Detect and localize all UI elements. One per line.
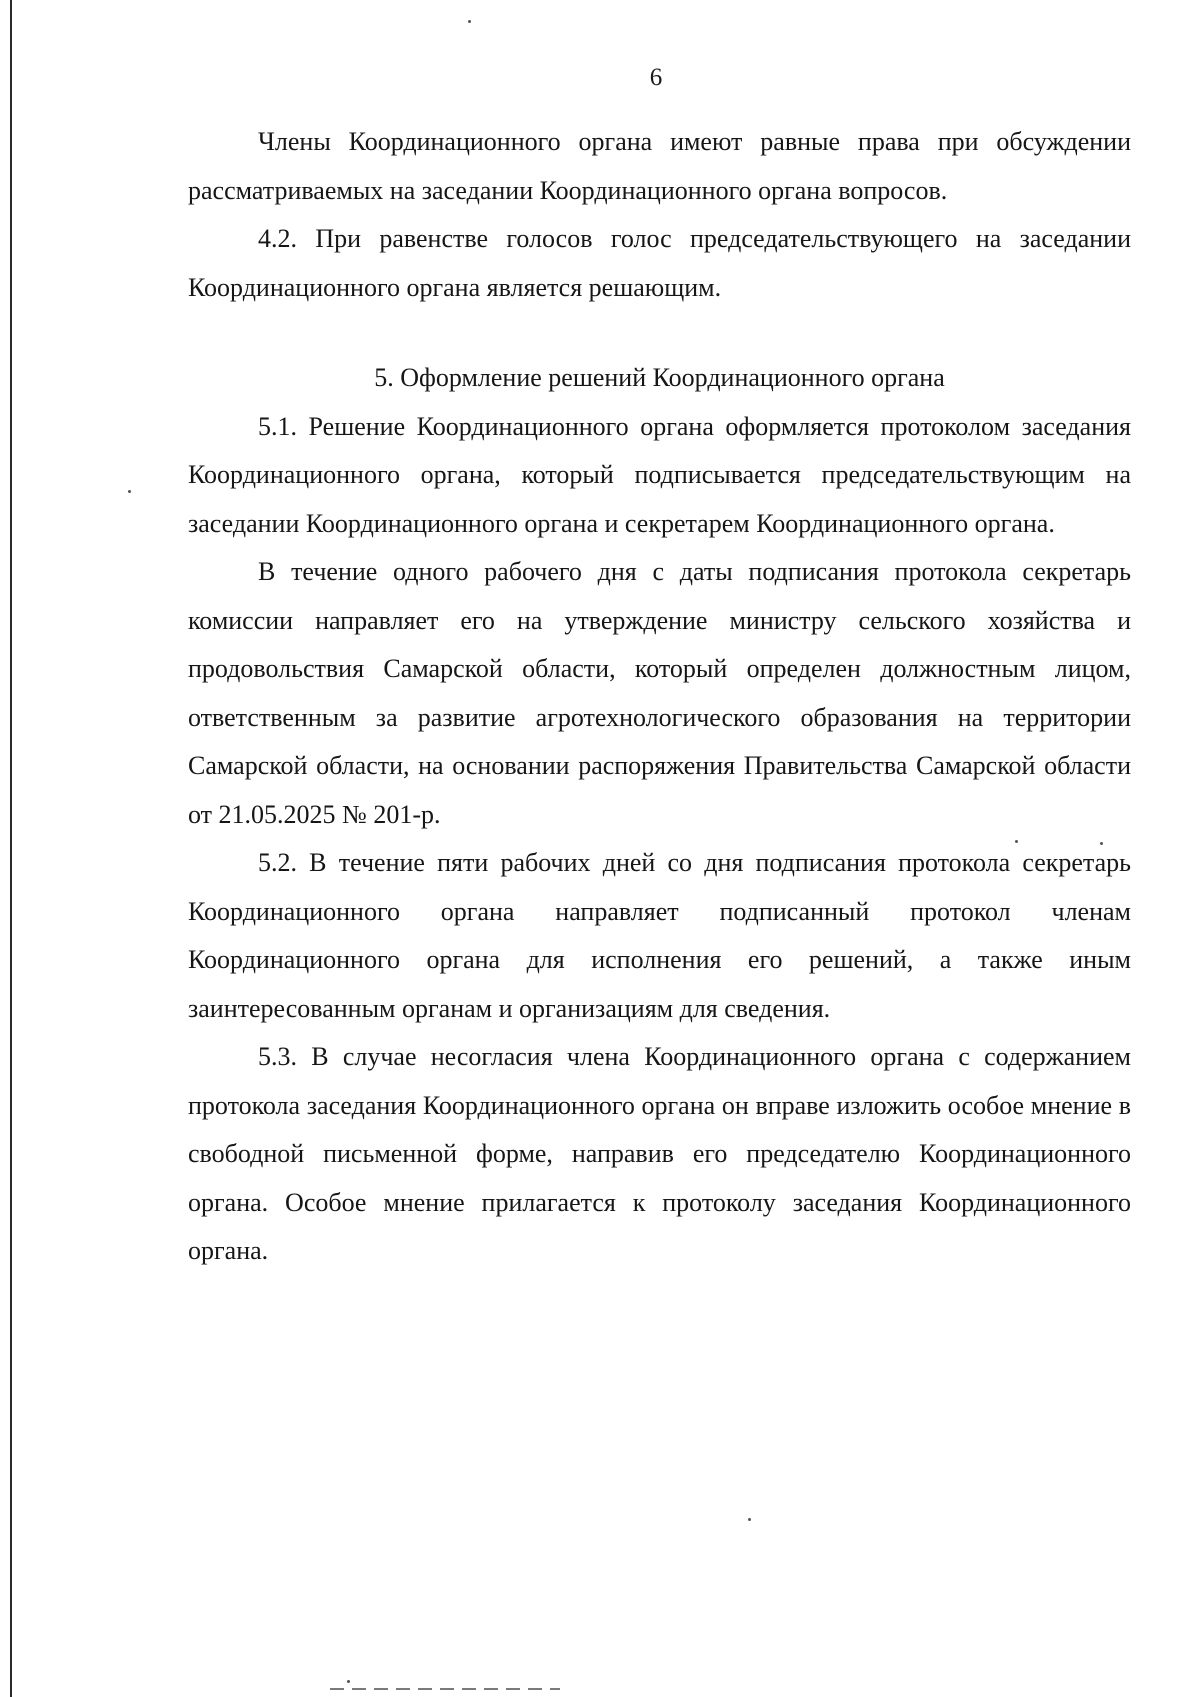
paragraph-4-2: 4.2. При равенстве голосов голос председательствующего на заседании Координационного органа является решающим.: [188, 224, 1131, 302]
scan-left-edge: [10, 0, 12, 1697]
document-body: [188, 118, 1131, 1276]
scan-bottom-marks: [330, 1688, 560, 1690]
scan-speck: [128, 490, 131, 493]
scan-speck: [347, 1680, 350, 1683]
paragraph-approval: В течение одного рабочего дня с даты подписания протокола секретарь комиссии направляет его на утверждение министру сельского хозяйства и продовольствия Самарской области, который определен должностным лицом, ответственным за развитие агротехнологического образования на территории Самарской области, на основании распоряжения Правительства Самарской области от 21.05.2025 № 201-р.: [188, 557, 1131, 829]
scan-speck: [748, 1518, 751, 1521]
page-number: 6: [649, 64, 663, 91]
paragraph-members-rights: Члены Координационного органа имеют равные права при обсуждении рассматриваемых на заседании Координационного органа вопросов.: [188, 127, 1131, 205]
paragraph-5-3: 5.3. В случае несогласия члена Координационного органа с содержанием протокола заседания Координационного органа он вправе изложить особое мнение в свободной письменной форме, направив его председателю Координационного органа. Особое мнение прилагается к протоколу заседания Координационного органа.: [188, 1042, 1131, 1265]
paragraph-5-1: 5.1. Решение Координационного органа оформляется протоколом заседания Координационного органа, который подписывается председательствующим на заседании Координационного органа и секретарем Координационного органа.: [188, 411, 1131, 538]
scan-speck: [468, 20, 471, 23]
paragraph-5-2: 5.2. В течение пяти рабочих дней со дня подписания протокола секретарь Координационного органа направляет подписанный протокол членам Координационного органа для исполнения его решений, а также иным заинтересованным органам и организациям для сведения.: [188, 848, 1131, 1023]
section-heading-5: 5. Оформление решений Координационного органа: [374, 363, 945, 392]
